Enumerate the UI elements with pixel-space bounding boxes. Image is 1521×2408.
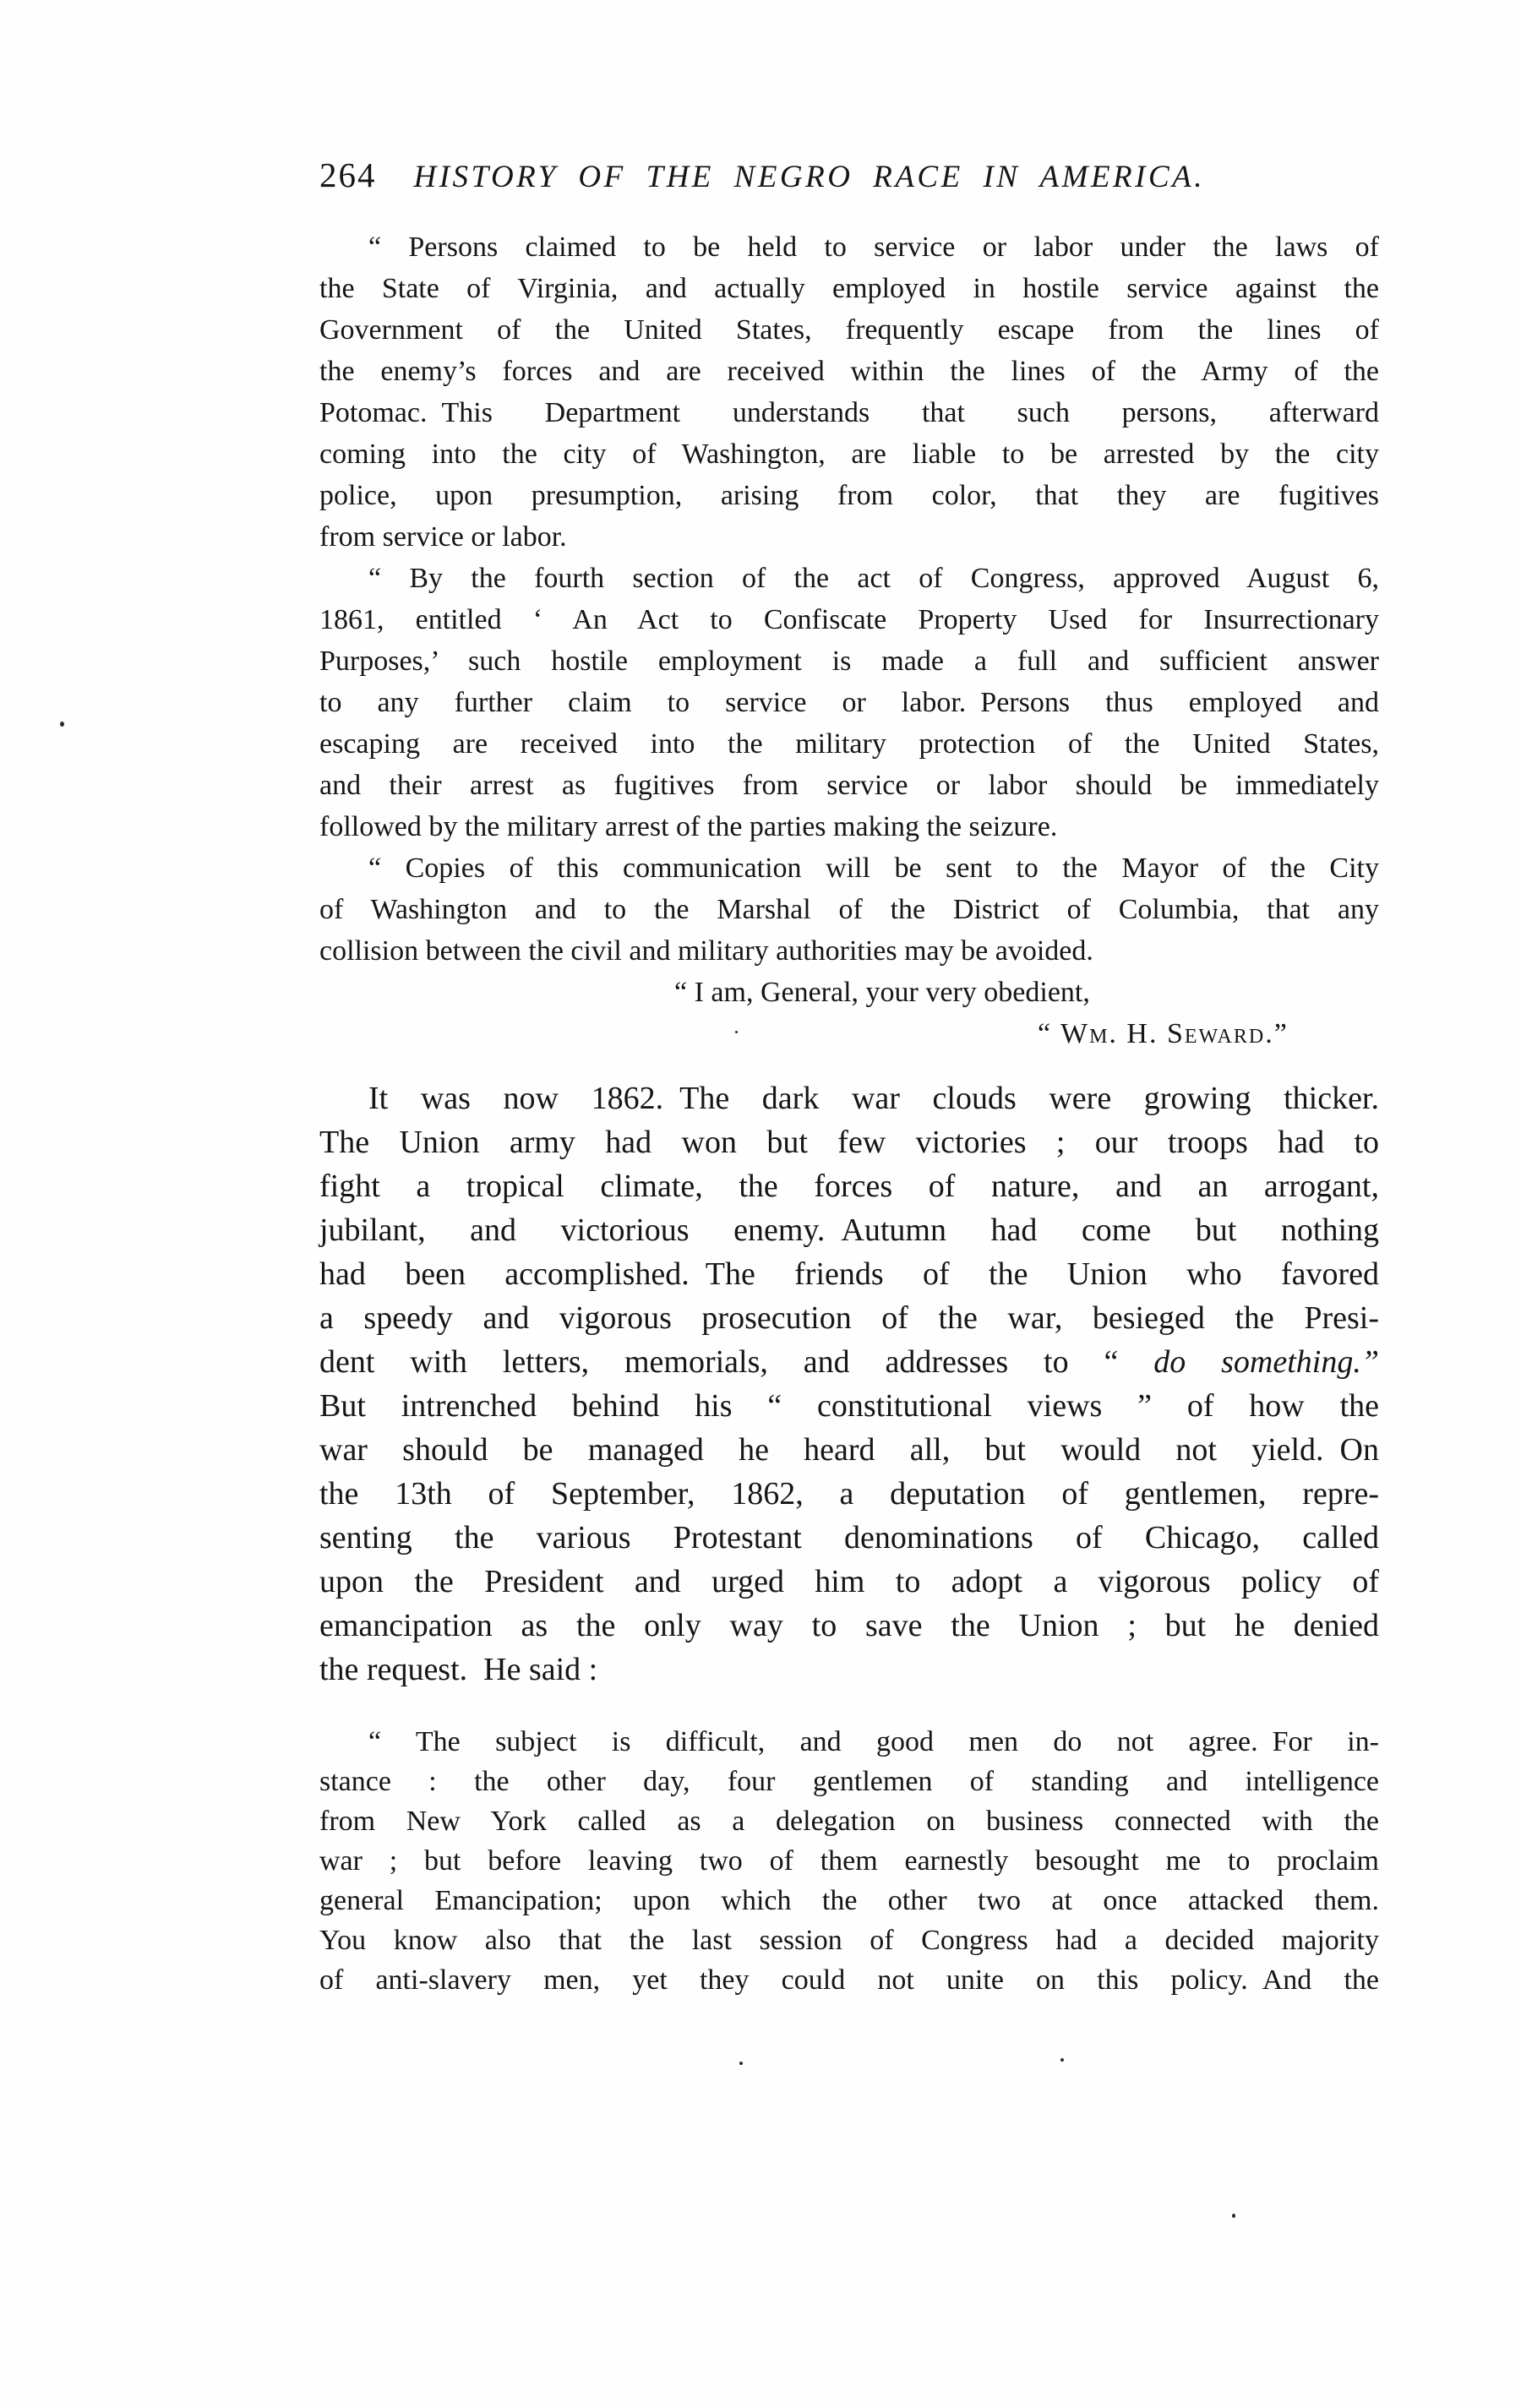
text-line: You know also that the last session of Congress had a decided majority <box>319 1925 1379 1956</box>
text-line: fight a tropical climate, the forces of nature, and an arrogant, <box>319 1169 1379 1204</box>
text-line <box>319 1340 1379 1384</box>
text-line: the enemy’s forces and are received within the lines of the Army of the <box>319 356 1379 387</box>
text-line: from service or labor. <box>319 521 567 553</box>
text-line: stance : the other day, four gentlemen of standing and intelligence <box>319 1766 1379 1797</box>
text-line: general Emancipation; upon which the other two at once attacked them. <box>319 1885 1379 1916</box>
text-line: But intrenched behind his “ constitutional views ” of how the <box>319 1388 1379 1424</box>
text-line: police, upon presumption, arising from color, that they are fugitives <box>319 480 1379 511</box>
text-line: Government of the United States, frequently escape from the lines of <box>319 314 1379 346</box>
text-line: The Union army had won but few victories ; our troops had to <box>319 1125 1379 1160</box>
text-line: of Washington and to the Marshal of the District of Columbia, that any <box>319 894 1379 925</box>
text-line: “ The subject is difficult, and good men do not agree. For in- <box>368 1726 1379 1757</box>
letter-extract <box>319 226 1379 1054</box>
text-line: the request. He said : <box>319 1652 598 1687</box>
chapter-running-title: HISTORY OF THE NEGRO RACE IN AMERICA. <box>413 160 1206 194</box>
text-line: “ Copies of this communication will be sent to the Mayor of the City <box>368 853 1379 884</box>
text-line: senting the various Protestant denominations of Chicago, called <box>319 1520 1379 1555</box>
italic-phrase: do something.” <box>1153 1344 1379 1380</box>
running-head <box>319 155 1379 195</box>
text-line: escaping are received into the military protection of the United States, <box>319 728 1379 760</box>
scan-speck <box>1060 2058 1064 2062</box>
text-line: coming into the city of Washington, are liable to be arrested by the city <box>319 439 1379 470</box>
text-line: upon the President and urged him to adopt a vigorous policy of <box>319 1564 1379 1599</box>
text-segment: dent with letters, memorials, and addresses to “ <box>319 1344 1154 1380</box>
speech-extract <box>319 1722 1379 2000</box>
text-line: followed by the military arrest of the parties making the seizure. <box>319 811 1058 842</box>
text-line: emancipation as the only way to save the Union ; but he denied <box>319 1608 1379 1643</box>
text-line: “ By the fourth section of the act of Congress, approved August 6, <box>368 563 1379 594</box>
text-line: the 13th of September, 1862, a deputation of gentlemen, repre- <box>319 1476 1379 1512</box>
text-line: collision between the civil and military authorities may be avoided. <box>319 935 1093 967</box>
text-line: from New York called as a delegation on business connected with the <box>319 1806 1379 1837</box>
scan-speck <box>60 722 64 727</box>
letter-signature: “ Wm. H. Seward.” <box>1038 1018 1289 1049</box>
text-line: and their arrest as fugitives from service or labor should be immediately <box>319 770 1379 801</box>
page-number: 264 <box>319 155 377 194</box>
text-line: “ Persons claimed to be held to service or labor under the laws of <box>368 232 1379 263</box>
text-line: Purposes,’ such hostile employment is made a full and sufficient answer <box>319 646 1379 677</box>
text-line: the State of Virginia, and actually employed in hostile service against the <box>319 273 1379 304</box>
text-line: war should be managed he heard all, but would not yield. On <box>319 1432 1379 1468</box>
text-line: had been accomplished. The friends of the Union who favored <box>319 1256 1379 1292</box>
text-line: a speedy and vigorous prosecution of the war, besieged the Presi- <box>319 1300 1379 1336</box>
text-line: 1861, entitled ‘ An Act to Confiscate Property Used for Insurrectionary <box>319 604 1379 635</box>
scan-speck <box>735 1031 738 1033</box>
text-line: Potomac. This Department understands that such persons, afterward <box>319 397 1379 428</box>
scan-speck <box>739 2062 743 2065</box>
scan-speck <box>1232 2214 1235 2218</box>
text-line: to any further claim to service or labor. Persons thus employed and <box>319 687 1379 718</box>
text-line: war ; but before leaving two of them earnestly besought me to proclaim <box>319 1845 1379 1877</box>
letter-closing: “ I am, General, your very obedient, <box>674 977 1090 1008</box>
text-line: jubilant, and victorious enemy. Autumn had come but nothing <box>319 1212 1379 1248</box>
text-line: of anti-slavery men, yet they could not unite on this policy. And the <box>319 1964 1379 1996</box>
text-line: It was now 1862. The dark war clouds were growing thicker. <box>368 1081 1379 1116</box>
main-paragraph <box>319 1076 1379 1692</box>
